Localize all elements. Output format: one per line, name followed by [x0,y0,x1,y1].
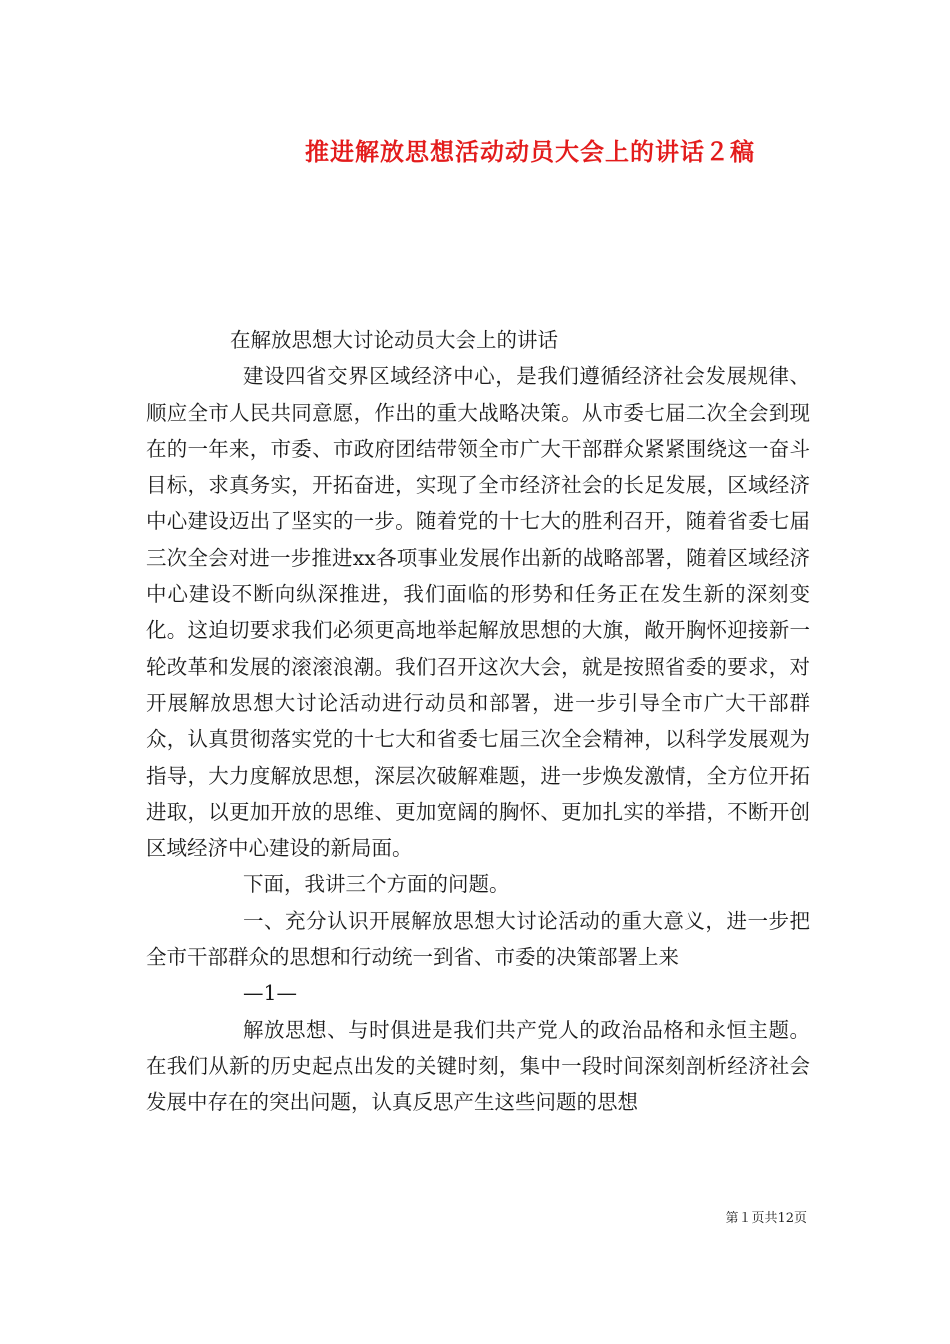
inline-page-mark: —1— [243,981,298,1006]
section-heading: 一、充分认识开展解放思想大讨论活动的重大意义，进一步把全市干部群众的思想和行动统一到省、市委的决策部署上来 [146,908,810,970]
document-body [146,322,810,1121]
body-paragraph: 下面，我讲三个方面的问题。 [243,872,510,897]
page-footer: 第１页共12页 [725,1211,807,1226]
body-paragraph: 解放思想、与时俱进是我们共产党人的政治品格和永恒主题。在我们从新的历史起点出发的关键时刻，集中一段时间深刻剖析经济社会发展中存在的突出问题，认真反思产生这些问题的思想 [146,1017,810,1115]
body-paragraph: 建设四省交界区域经济中心，是我们遵循经济社会发展规律、顺应全市人民共同意愿，作出的重大战略决策。从市委七届二次全会到现在的一年来，市委、市政府团结带领全市广大干部群众紧紧围绕这一奋斗目标，求真务实，开拓奋进，实现了全市经济社会的长足发展，区域经济中心建设迈出了坚实的一步。随着党的十七大的胜利召开，随着省委七届三次全会对进一步推进xx各项事业发展作出新的战略部署，随着区域经济中心建设不断向纵深推进，我们面临的形势和任务正在发生新的深刻变化。这迫切要求我们必须更高地举起解放思想的大旗，敞开胸怀迎接新一轮改革和发展的滚滚浪潮。我们召开这次大会，就是按照省委的要求，对开展解放思想大讨论活动进行动员和部署，进一步引导全市广大干部群众，认真贯彻落实党的十七大和省委七届三次全会精神，以科学发展观为指导，大力度解放思想，深层次破解难题，进一步焕发激情，全方位开拓进取，以更加开放的思维、更加宽阔的胸怀、更加扎实的举措，不断开创区域经济中心建设的新局面。 [146,364,810,861]
speech-subtitle: 在解放思想大讨论动员大会上的讲话 [230,328,558,352]
document-title: 推进解放思想活动动员大会上的讲话２稿 [305,137,755,166]
